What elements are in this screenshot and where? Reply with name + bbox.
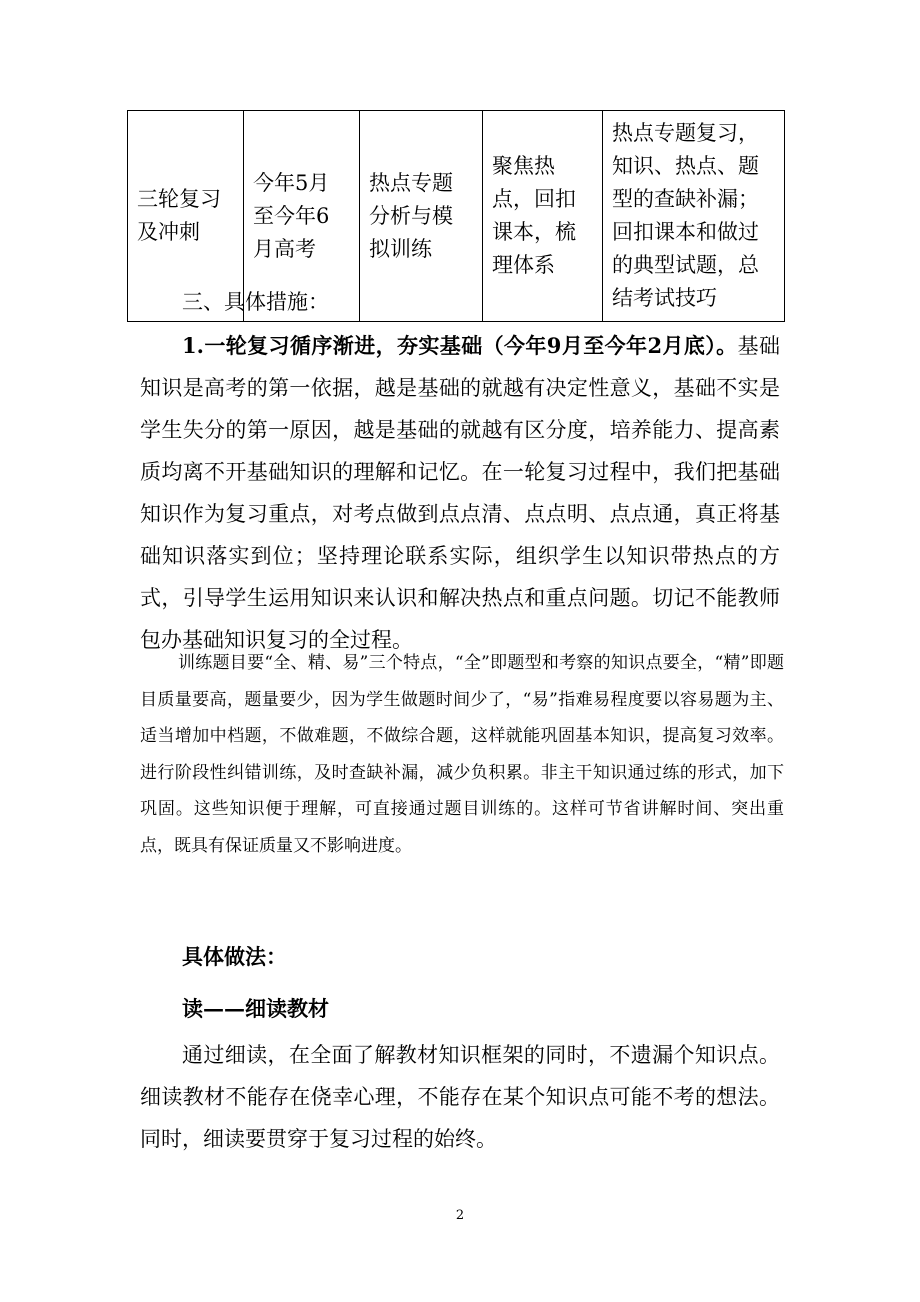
training-paragraph: 训练题目要“全、精、易”三个特点，“全”即题型和考察的知识点要全，“精”即题目质量要高，题量要少，因为学生做题时间少了，“易”指难易程度要以容易题为主、适当增加中档题，不做难题，不做综合题，这样就能巩固基本知识，提高复习效率。进行阶段性纠错训练，及时查缺补漏，减少负积累。非主干知识通过练的形式，加下巩固。这些知识便于理解，可直接通过题目训练的。这样可节省讲解时间、突出重点，既具有保证质量又不影响进度。 (140, 653, 784, 856)
stage-cell: 三轮复习及冲刺 (128, 111, 244, 322)
goal-cell: 聚焦热点，回扣课本，梳理体系 (483, 111, 603, 322)
measure-one-lead: 1.一轮复习循序渐进，夯实基础（今年9月至今年2月底）。 (182, 333, 738, 358)
read-paragraph: 通过细读，在全面了解教材知识框架的同时，不遗漏个知识点。细读教材不能存在侥幸心理，不能存在某个知识点可能不考的想法。同时，细读要贯穿于复习过程的始终。 (140, 1043, 780, 1151)
read-heading: 读——细读教材 (182, 996, 329, 1021)
measure-one-paragraph (140, 325, 780, 661)
method-heading: 具体做法： (182, 944, 287, 969)
time-cell: 今年5月至今年6月高考 (244, 111, 360, 322)
content-cell: 热点专题分析与模拟训练 (360, 111, 483, 322)
page-number: 2 (455, 1208, 465, 1223)
task-cell: 热点专题复习，知识、热点、题型的查缺补漏；回扣课本和做过的典型试题，总结考试技巧 (603, 111, 785, 322)
measure-one-body: 基础知识是高考的第一依据，越是基础的就越有决定性意义，基础不实是学生失分的第一原因，越是基础的就越有区分度，培养能力、提高素质均离不开基础知识的理解和记忆。在一轮复习过程中，我们把基础知识作为复习重点，对考点做到点点清、点点明、点点通，真正将基础知识落实到位；坚持理论联系实际，组织学生以知识带热点的方式，引导学生运用知识来认识和解决热点和重点问题。切记不能教师包办基础知识复习的全过程。 (140, 334, 780, 652)
section-heading: 三、具体措施： (182, 290, 329, 314)
